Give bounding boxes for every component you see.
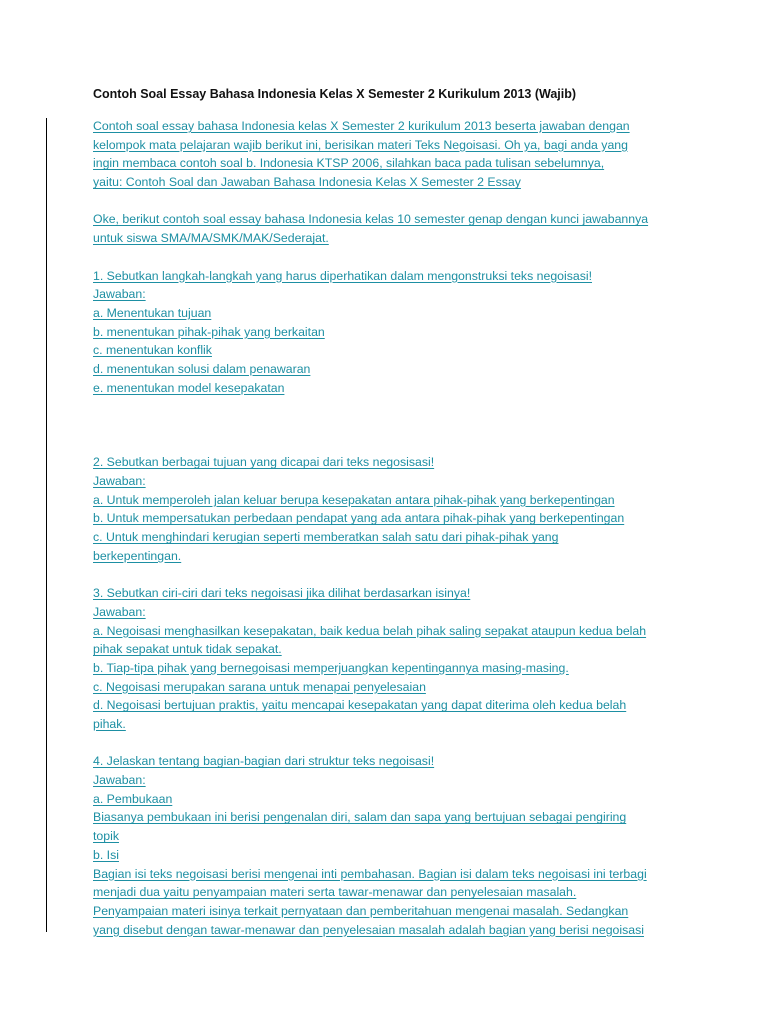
question-3[interactable]: 3. Sebutkan ciri-ciri dari teks negoisasi jika dilihat berdasarkan isinya! xyxy=(93,586,471,601)
answer-item[interactable]: c. menentukan konflik xyxy=(93,343,212,358)
paragraph-gap xyxy=(93,397,683,434)
answer-item[interactable]: b. menentukan pihak-pihak yang berkaitan xyxy=(93,324,325,339)
intro-line[interactable]: yaitu: Contoh Soal dan Jawaban Bahasa Indonesia Kelas X Semester 2 Essay xyxy=(93,175,521,190)
intro-line[interactable]: Contoh soal essay bahasa Indonesia kelas X Semester 2 kurikulum 2013 beserta jawaban dengan xyxy=(93,119,630,133)
answer-label[interactable]: Jawaban: xyxy=(93,287,146,302)
answer-item[interactable]: menjadi dua yaitu penyampaian materi serta tawar-menawar dan penyelesaian masalah. xyxy=(93,885,577,900)
answer-item[interactable]: d. Negoisasi bertujuan praktis, yaitu mencapai kesepakatan yang dapat diterima oleh kedua belah xyxy=(93,698,627,713)
answer-item[interactable]: b. Untuk mempersatukan perbedaan pendapat yang ada antara pihak-pihak yang berkepentingan xyxy=(93,511,625,526)
question-2[interactable]: 2. Sebutkan berbagai tujuan yang dicapai dari teks negosisasi! xyxy=(93,455,435,470)
answer-label[interactable]: Jawaban: xyxy=(93,604,146,619)
intro-line[interactable]: kelompok mata pelajaran wajib berikut ini, berisikan materi Teks Negoisasi. Oh ya, bagi anda yang xyxy=(93,137,628,152)
question-1[interactable]: 1. Sebutkan langkah-langkah yang harus diperhatikan dalam mengonstruksi teks negoisasi! xyxy=(93,268,593,283)
answer-item[interactable]: Biasanya pembukaan ini berisi pengenalan diri, salam dan sapa yang bertujuan sebagai pengiring xyxy=(93,810,627,825)
intro2-line[interactable]: untuk siswa SMA/MA/SMK/MAK/Sederajat. xyxy=(93,231,329,246)
paragraph-gap xyxy=(93,248,683,267)
answer-item[interactable]: d. menentukan solusi dalam penawaran xyxy=(93,361,311,376)
answer-item[interactable]: b. Tiap-tipa pihak yang bernegoisasi memperjuangkan kepentingannya masing-masing. xyxy=(93,660,569,675)
answer-item[interactable]: e. menentukan model kesepakatan xyxy=(93,380,285,395)
intro-line[interactable]: ingin membaca contoh soal b. Indonesia KTSP 2006, silahkan baca pada tulisan sebelumnya, xyxy=(93,156,605,171)
paragraph-gap xyxy=(93,435,683,454)
answer-item[interactable]: a. Pembukaan xyxy=(93,791,173,806)
answer-item[interactable]: pihak sepakat untuk tidak sepakat. xyxy=(93,642,282,657)
answer-label[interactable]: Jawaban: xyxy=(93,773,146,788)
answer-item[interactable]: a. Untuk memperoleh jalan keluar berupa kesepakatan antara pihak-pihak yang berkepentingan xyxy=(93,492,615,507)
question-4[interactable]: 4. Jelaskan tentang bagian-bagian dari struktur teks negoisasi! xyxy=(93,754,435,769)
answer-item[interactable]: c. Untuk menghindari kerugian seperti memberatkan salah satu dari pihak-pihak yang xyxy=(93,530,559,545)
intro2-line[interactable]: Oke, berikut contoh soal essay bahasa Indonesia kelas 10 semester genap dengan kunci jawabannya xyxy=(93,212,649,227)
paragraph-gap xyxy=(93,734,683,753)
answer-item[interactable]: yang disebut dengan tawar-menawar dan penyelesaian masalah adalah bagian yang berisi negoisasi xyxy=(93,922,645,937)
document-body xyxy=(93,117,683,939)
answer-item[interactable]: Bagian isi teks negoisasi berisi mengenai inti pembahasan. Bagian isi dalam teks negoisasi ini terbagi xyxy=(93,866,647,881)
answer-item[interactable]: pihak. xyxy=(93,717,126,732)
document-title: Contoh Soal Essay Bahasa Indonesia Kelas X Semester 2 Kurikulum 2013 (Wajib) xyxy=(93,87,577,101)
paragraph-gap xyxy=(93,566,683,585)
answer-item[interactable]: c. Negoisasi merupakan sarana untuk menapai penyelesaian xyxy=(93,679,426,694)
answer-item[interactable]: Penyampaian materi isinya terkait pernyataan dan pemberitahuan mengenai masalah. Sedangkan xyxy=(93,903,629,918)
answer-item[interactable]: a. Menentukan tujuan xyxy=(93,305,212,320)
answer-label[interactable]: Jawaban: xyxy=(93,474,146,489)
margin-rule xyxy=(46,118,47,932)
paragraph-gap xyxy=(93,192,683,211)
answer-item[interactable]: berkepentingan. xyxy=(93,548,182,563)
answer-item[interactable]: topik xyxy=(93,829,119,844)
answer-item[interactable]: b. Isi xyxy=(93,847,119,862)
answer-item[interactable]: a. Negoisasi menghasilkan kesepakatan, baik kedua belah pihak saling sepakat ataupun kedua belah xyxy=(93,623,647,638)
